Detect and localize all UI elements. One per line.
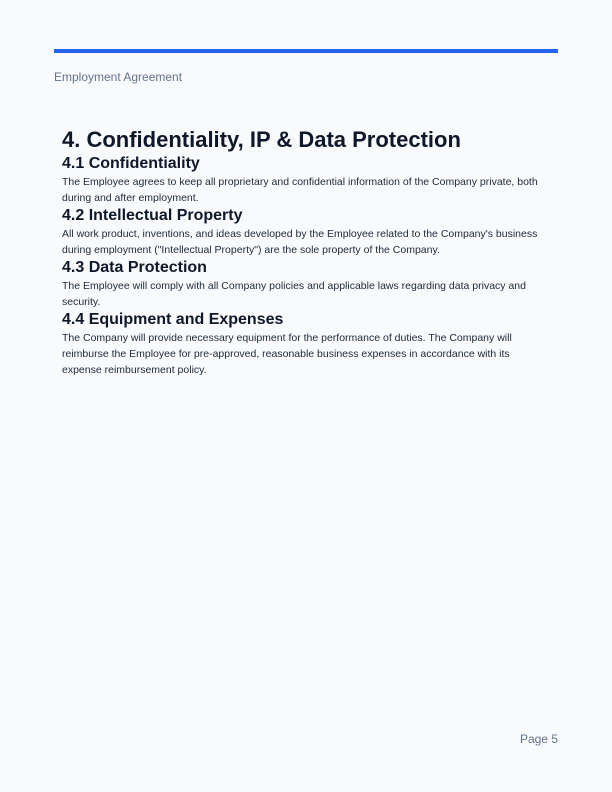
subsection-body-confidentiality: The Employee agrees to keep all proprietary and confidential information of the Company private, both during and after employment. bbox=[62, 176, 538, 204]
subsection-title-equipment-expenses: 4.4 Equipment and Expenses bbox=[62, 311, 284, 328]
subsection-title-confidentiality: 4.1 Confidentiality bbox=[62, 155, 200, 172]
subsection-title-intellectual-property: 4.2 Intellectual Property bbox=[62, 207, 243, 224]
page-number: Page 5 bbox=[519, 732, 558, 746]
subsection-body-data-protection: The Employee will comply with all Company policies and applicable laws regarding data privacy and security. bbox=[62, 280, 526, 308]
header-accent-rule bbox=[54, 49, 558, 53]
subsection-title-data-protection: 4.3 Data Protection bbox=[62, 259, 207, 276]
running-header: Employment Agreement bbox=[54, 70, 183, 84]
subsection-body-intellectual-property: All work product, inventions, and ideas developed by the Employee related to the Company's business during employment ("Intellectual Property") are the sole property of the Company. bbox=[62, 228, 538, 256]
section-title: 4. Confidentiality, IP & Data Protection bbox=[62, 127, 461, 152]
section-content bbox=[62, 126, 550, 378]
subsection-body-equipment-expenses: The Company will provide necessary equipment for the performance of duties. The Company will reimburse the Employee for pre-approved, reasonable business expenses in accordance with its expense reimbursement policy. bbox=[62, 332, 512, 376]
